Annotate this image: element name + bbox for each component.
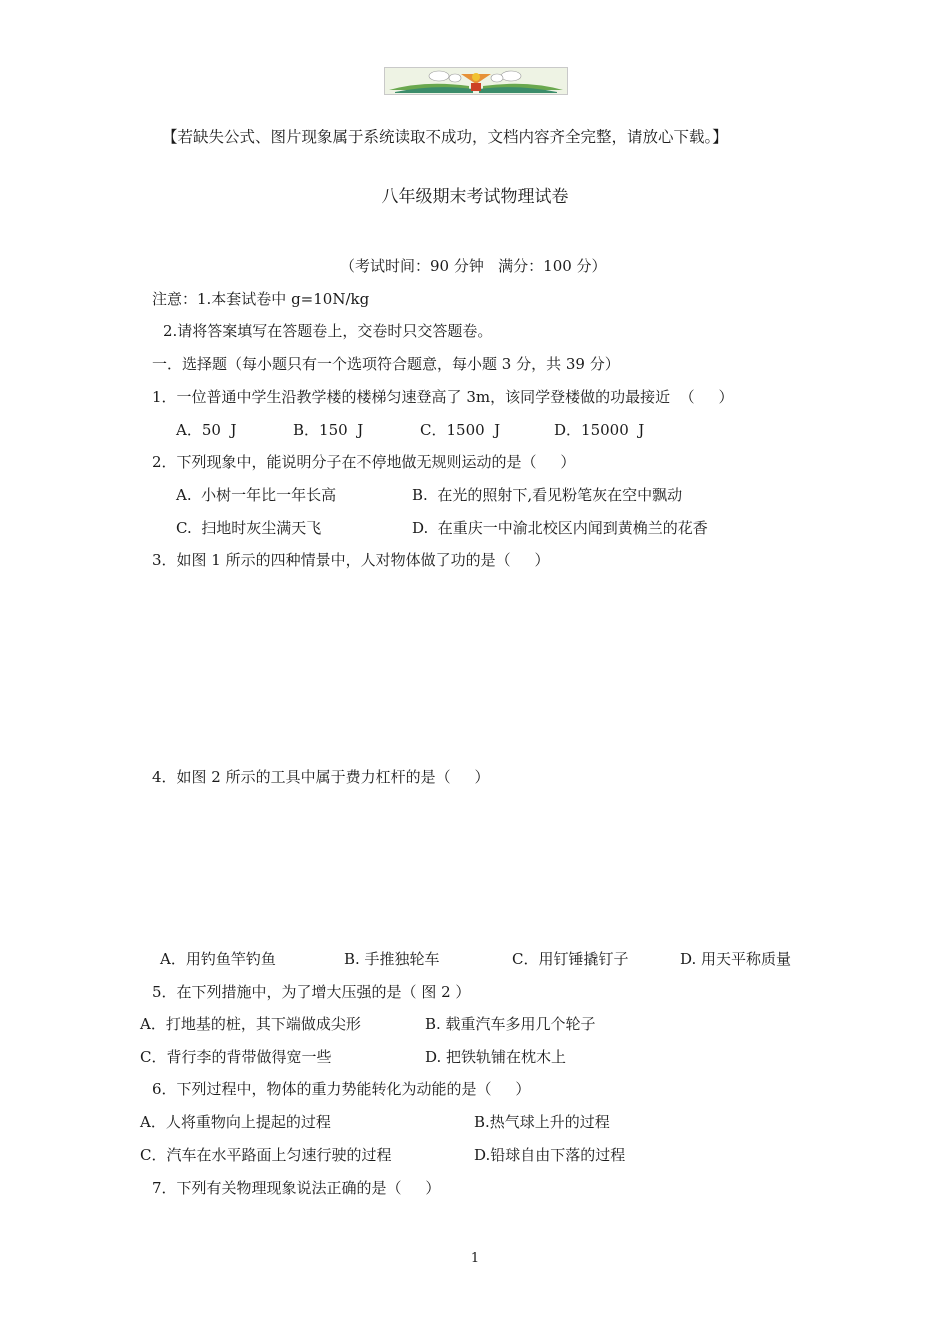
note-line-2: 2.请将答案填写在答题卷上，交卷时只交答题卷。 <box>163 322 493 340</box>
question-1-option-c: C．1500 J <box>420 421 501 439</box>
section-heading: 一．选择题（每小题只有一个选项符合题意，每小题 3 分，共 39 分） <box>152 355 620 373</box>
exam-info: （考试时间：90 分钟 满分：100 分） <box>340 257 607 275</box>
question-5-option-b: B. 载重汽车多用几个轮子 <box>425 1015 596 1033</box>
question-2-option-a: A. 小树一年比一年长高 <box>176 486 337 504</box>
question-5-option-a: A．打地基的桩，其下端做成尖形 <box>140 1015 361 1033</box>
question-6-option-b: B.热气球上升的过程 <box>474 1113 610 1131</box>
exam-title: 八年级期末考试物理试卷 <box>381 187 569 207</box>
question-4-option-d: D. 用天平称质量 <box>680 950 792 968</box>
question-1-option-b: B．150 J <box>293 421 364 439</box>
question-2-option-b: B. 在光的照射下,看见粉笔灰在空中飘动 <box>412 486 683 504</box>
question-6-stem: 6．下列过程中，物体的重力势能转化为动能的是（ ） <box>152 1080 531 1098</box>
question-6-option-d: D.铅球自由下落的过程 <box>474 1146 626 1164</box>
logo-graphic <box>385 68 567 94</box>
question-4-stem: 4．如图 2 所示的工具中属于费力杠杆的是（ ） <box>152 768 490 786</box>
question-3-stem: 3．如图 1 所示的四种情景中，人对物体做了功的是（ ） <box>152 551 550 569</box>
page-number: 1 <box>470 1251 480 1266</box>
question-6-option-c: C．汽车在水平路面上匀速行驶的过程 <box>140 1146 392 1164</box>
question-5-stem: 5．在下列措施中，为了增大压强的是（ 图 2 ） <box>152 983 471 1001</box>
download-notice: 【若缺失公式、图片现象属于系统读取不成功，文档内容齐全完整，请放心下载。】 <box>162 128 728 146</box>
header-logo <box>384 67 568 95</box>
question-2-stem: 2．下列现象中，能说明分子在不停地做无规则运动的是（ ） <box>152 453 576 471</box>
question-7-stem: 7．下列有关物理现象说法正确的是（ ） <box>152 1179 441 1197</box>
note-line-1: 注意：1.本套试卷中 g=10N/kg <box>152 290 370 308</box>
question-2-option-c: C. 扫地时灰尘满天飞 <box>176 519 322 537</box>
question-4-option-b: B. 手推独轮车 <box>344 950 440 968</box>
question-1-option-d: D．15000 J <box>554 421 645 439</box>
question-6-option-a: A．人将重物向上提起的过程 <box>140 1113 331 1131</box>
question-4-option-c: C．用钉锤撬钉子 <box>512 950 629 968</box>
question-4-option-a: A．用钓鱼竿钓鱼 <box>160 950 276 968</box>
question-5-option-c: C．背行李的背带做得宽一些 <box>140 1048 332 1066</box>
question-5-option-d: D. 把铁轨铺在枕木上 <box>425 1048 567 1066</box>
question-2-option-d: D. 在重庆一中渝北校区内闻到黄桷兰的花香 <box>412 519 708 537</box>
question-1-stem: 1．一位普通中学生沿教学楼的楼梯匀速登高了 3m，该同学登楼做的功最接近 （ ） <box>152 388 734 406</box>
question-1-option-a: A．50 J <box>176 421 237 439</box>
